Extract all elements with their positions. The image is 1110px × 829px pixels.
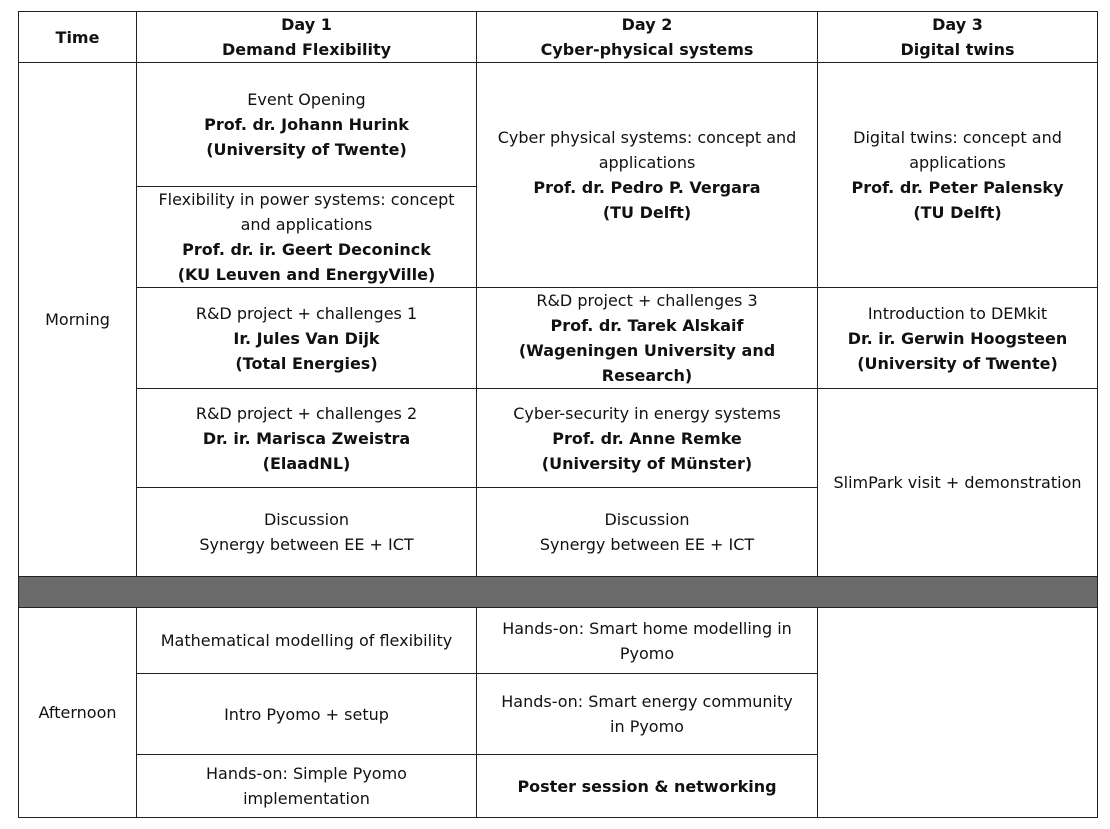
session-title: Hands-on: Smart home modelling in [502, 618, 792, 638]
session-title: Mathematical modelling of flexibility [160, 631, 453, 650]
day2-header [476, 11, 818, 63]
day1-label: Day 1 [281, 15, 332, 34]
afternoon-label-cell [18, 607, 137, 818]
session-title: and applications [240, 215, 373, 234]
session-cell [476, 607, 818, 674]
session-title: Cyber physical systems: concept and [497, 128, 797, 147]
speaker-affiliation: (Wageningen University and [518, 341, 776, 360]
session-cell [476, 673, 818, 755]
day1-theme: Demand Flexibility [221, 40, 392, 59]
speaker-affiliation: (TU Delft) [602, 203, 692, 222]
empty-session-cell [817, 607, 1098, 818]
session-title: Intro Pyomo + setup [224, 704, 389, 724]
afternoon-label: Afternoon [38, 703, 117, 722]
session-title: Hands-on: Simple Pyomo [206, 764, 407, 783]
speaker-affiliation: (University of Twente) [857, 353, 1058, 373]
speaker-affiliation: (ElaadNL) [262, 453, 351, 473]
session-cell [136, 487, 477, 577]
session-cell [136, 186, 477, 288]
session-title: Discussion [604, 510, 690, 529]
session-title: Pyomo [619, 643, 675, 663]
speaker-affiliation: (KU Leuven and EnergyVille) [177, 265, 436, 284]
speaker-affiliation: (Total Energies) [235, 353, 378, 373]
speaker-name: Prof. dr. Peter Palensky [851, 178, 1064, 197]
session-title: Event Opening [247, 90, 366, 109]
day3-label: Day 3 [932, 15, 983, 34]
speaker-name: Prof. dr. ir. Geert Deconinck [182, 240, 431, 259]
session-title: applications [598, 153, 696, 172]
session-title: Poster session & networking [517, 776, 777, 796]
session-cell [476, 62, 818, 288]
day2-theme: Cyber-physical systems [540, 40, 754, 59]
speaker-name: Prof. dr. Tarek Alskaif [550, 316, 744, 335]
session-title: Cyber-security in energy systems [513, 403, 781, 423]
session-cell [136, 673, 477, 755]
day2-label: Day 2 [621, 15, 673, 34]
session-title: Hands-on: Smart energy community [501, 692, 793, 711]
speaker-name: Dr. ir. Gerwin Hoogsteen [847, 328, 1068, 348]
session-cell [136, 754, 477, 818]
morning-label-cell [18, 62, 137, 577]
speaker-affiliation: (University of Twente) [206, 140, 407, 159]
day1-header [136, 11, 477, 63]
session-title: in Pyomo [610, 717, 684, 736]
session-cell [817, 62, 1098, 288]
day3-theme: Digital twins [900, 40, 1015, 59]
speaker-name: Prof. dr. Anne Remke [552, 428, 742, 448]
speaker-name: Prof. dr. Johann Hurink [204, 115, 409, 134]
session-title: Discussion [263, 510, 350, 529]
speaker-affiliation: Research) [601, 366, 693, 385]
speaker-name: Ir. Jules Van Dijk [233, 328, 380, 348]
session-cell [476, 487, 818, 577]
session-subtitle: Synergy between EE + ICT [539, 535, 755, 554]
session-title: R&D project + challenges 2 [195, 403, 418, 423]
session-cell [476, 287, 818, 389]
session-subtitle: Synergy between EE + ICT [199, 535, 414, 554]
session-cell [136, 62, 477, 187]
session-title: implementation [243, 789, 370, 808]
session-cell [817, 287, 1098, 389]
session-cell [476, 754, 818, 818]
day3-header [817, 11, 1098, 63]
session-title: Digital twins: concept and [853, 128, 1062, 147]
time-header [18, 11, 137, 63]
session-title: applications [909, 153, 1006, 172]
speaker-name: Prof. dr. Pedro P. Vergara [533, 178, 761, 197]
session-title: Flexibility in power systems: concept [158, 190, 455, 209]
session-title: R&D project + challenges 3 [536, 291, 758, 310]
session-cell [136, 287, 477, 389]
session-title: SlimPark visit + demonstration [833, 473, 1082, 492]
speaker-affiliation: (University of Münster) [541, 453, 753, 473]
session-cell [476, 388, 818, 488]
session-cell [136, 607, 477, 674]
session-cell [817, 388, 1098, 577]
speaker-name: Dr. ir. Marisca Zweistra [202, 428, 411, 448]
morning-label: Morning [45, 310, 110, 329]
speaker-affiliation: (TU Delft) [913, 203, 1002, 222]
session-cell [136, 388, 477, 488]
time-header-label: Time [55, 27, 100, 47]
session-title: Introduction to DEMkit [867, 303, 1048, 323]
break-separator [18, 576, 1098, 608]
session-title: R&D project + challenges 1 [195, 303, 418, 323]
